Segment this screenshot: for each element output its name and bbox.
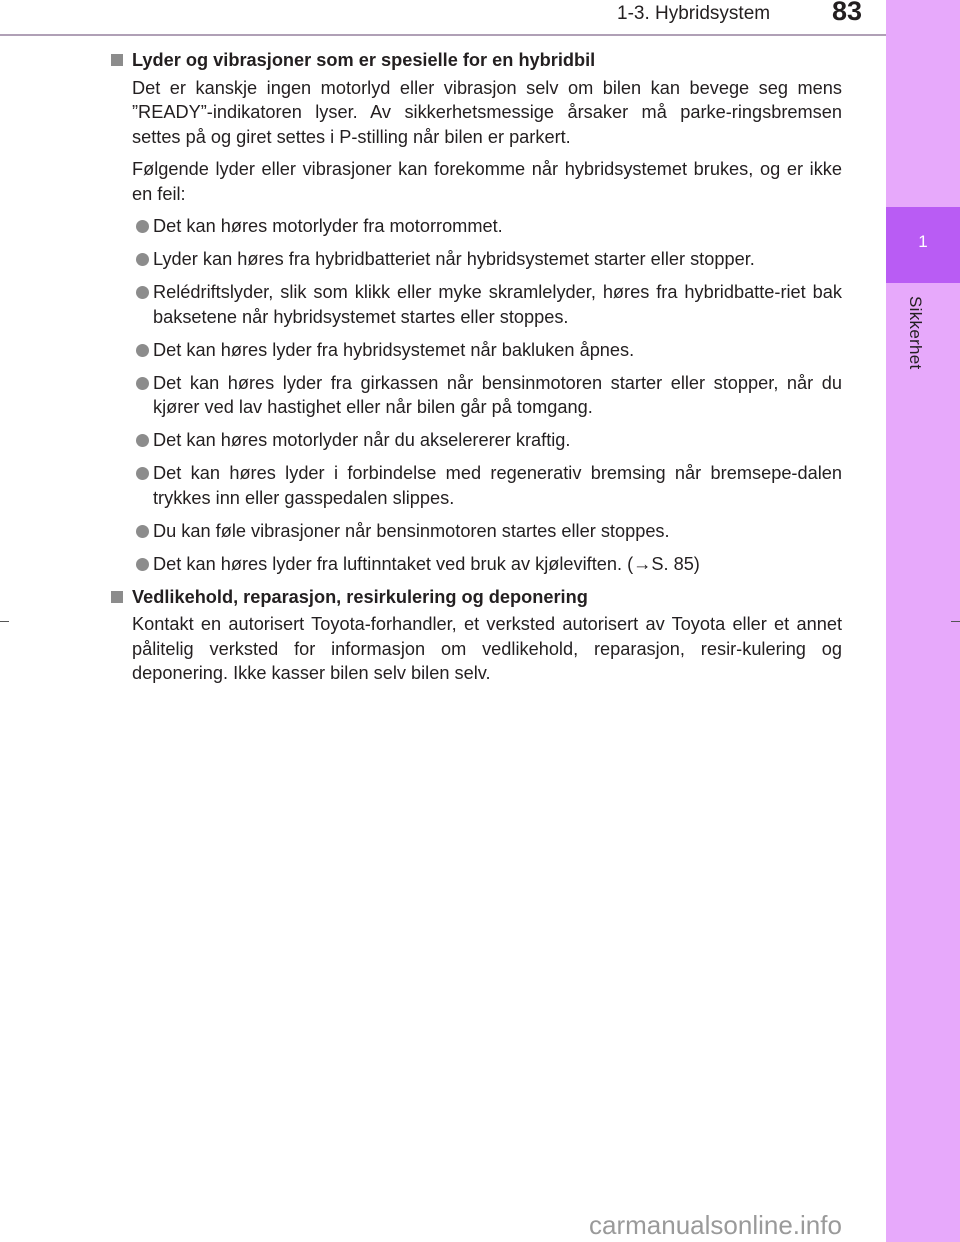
section-heading (110, 48, 842, 73)
body-paragraph: Følgende lyder eller vibrasjoner kan forekomme når hybridsystemet brukes, og er ikke en feil: (132, 159, 842, 204)
list-item-text: Lyder kan høres fra hybridbatteriet når hybridsystemet starter eller stopper. (153, 249, 755, 269)
page-header (0, 0, 886, 36)
crop-mark-left (0, 621, 9, 622)
circle-bullet-icon (136, 253, 149, 266)
running-header-title: 1-3. Hybridsystem (617, 3, 771, 24)
crop-mark-right (951, 621, 960, 622)
page-body (110, 48, 842, 694)
circle-bullet-icon (136, 467, 149, 480)
list-item-text: Det kan høres motorlyder når du akselererer kraftig. (153, 430, 571, 450)
circle-bullet-icon (136, 434, 149, 447)
list-item (110, 247, 842, 272)
header-rule (0, 34, 886, 36)
list-item (110, 428, 842, 453)
list-item-text: Du kan føle vibrasjoner når bensinmotoren startes eller stoppes. (153, 520, 670, 541)
circle-bullet-icon (136, 525, 149, 538)
circle-bullet-icon (136, 220, 149, 233)
list-item-text: Det kan høres lyder fra luftinntaket ved bruk av kjøleviften. (→S. 85) (153, 553, 700, 574)
list-item (110, 214, 842, 239)
circle-bullet-icon (136, 377, 149, 390)
list-item-text: Relédriftslyder, slik som klikk eller myke skramlelyder, høres fra hybridbatte-riet bak baksetene når hybridsystemet startes eller stoppes. (153, 282, 842, 327)
circle-bullet-icon (136, 558, 149, 571)
page-number: 83 (832, 0, 863, 26)
square-bullet-icon (111, 54, 123, 66)
list-item-text: Det kan høres lyder fra girkassen når bensinmotoren starter eller stopper, når du kjører ved lav hastighet eller når bilen går på tomgang. (153, 372, 842, 417)
chapter-sidebar (886, 0, 960, 1242)
watermark-text: carmanualsonline.info (589, 1210, 842, 1240)
circle-bullet-icon (136, 286, 149, 299)
list-item (110, 371, 842, 420)
list-item-text: Det kan høres lyder fra hybridsystemet når bakluken åpnes. (153, 339, 635, 360)
list-item (110, 552, 842, 577)
body-paragraph: Det er kanskje ingen motorlyd eller vibrasjon selv om bilen kan bevege seg mens ”READY”-indikatoren lyser. Av sikkerhetsmessige årsaker må parke-ringsbremsen settes på og giret settes i P-stilling når bilen er parkert. (132, 77, 842, 147)
list-item-text: Det kan høres lyder i forbindelse med regenerativ bremsing når bremsepe-dalen trykkes inn eller gasspedalen slippes. (153, 463, 842, 508)
section-heading-text: Vedlikehold, reparasjon, resirkulering og deponering (132, 586, 588, 607)
square-bullet-icon (111, 591, 123, 603)
chapter-number: 1 (918, 232, 928, 251)
chapter-name: Sikkerhet (906, 296, 925, 370)
circle-bullet-icon (136, 344, 149, 357)
body-paragraph: Kontakt en autorisert Toyota-forhandler, et verksted autorisert av Toyota eller et annet pålitelig verksted for informasjon om vedlikehold, reparasjon, resir-kulering og deponering. Ikke kasser bilen selv bilen selv. (132, 614, 842, 683)
list-item-text: Det kan høres motorlyder fra motorrommet. (153, 216, 503, 236)
list-item (110, 519, 842, 544)
section-heading-text: Lyder og vibrasjoner som er spesielle for en hybridbil (132, 50, 596, 70)
list-item (110, 338, 842, 363)
list-item (110, 461, 842, 510)
list-item (110, 280, 842, 329)
section-heading (110, 585, 842, 610)
